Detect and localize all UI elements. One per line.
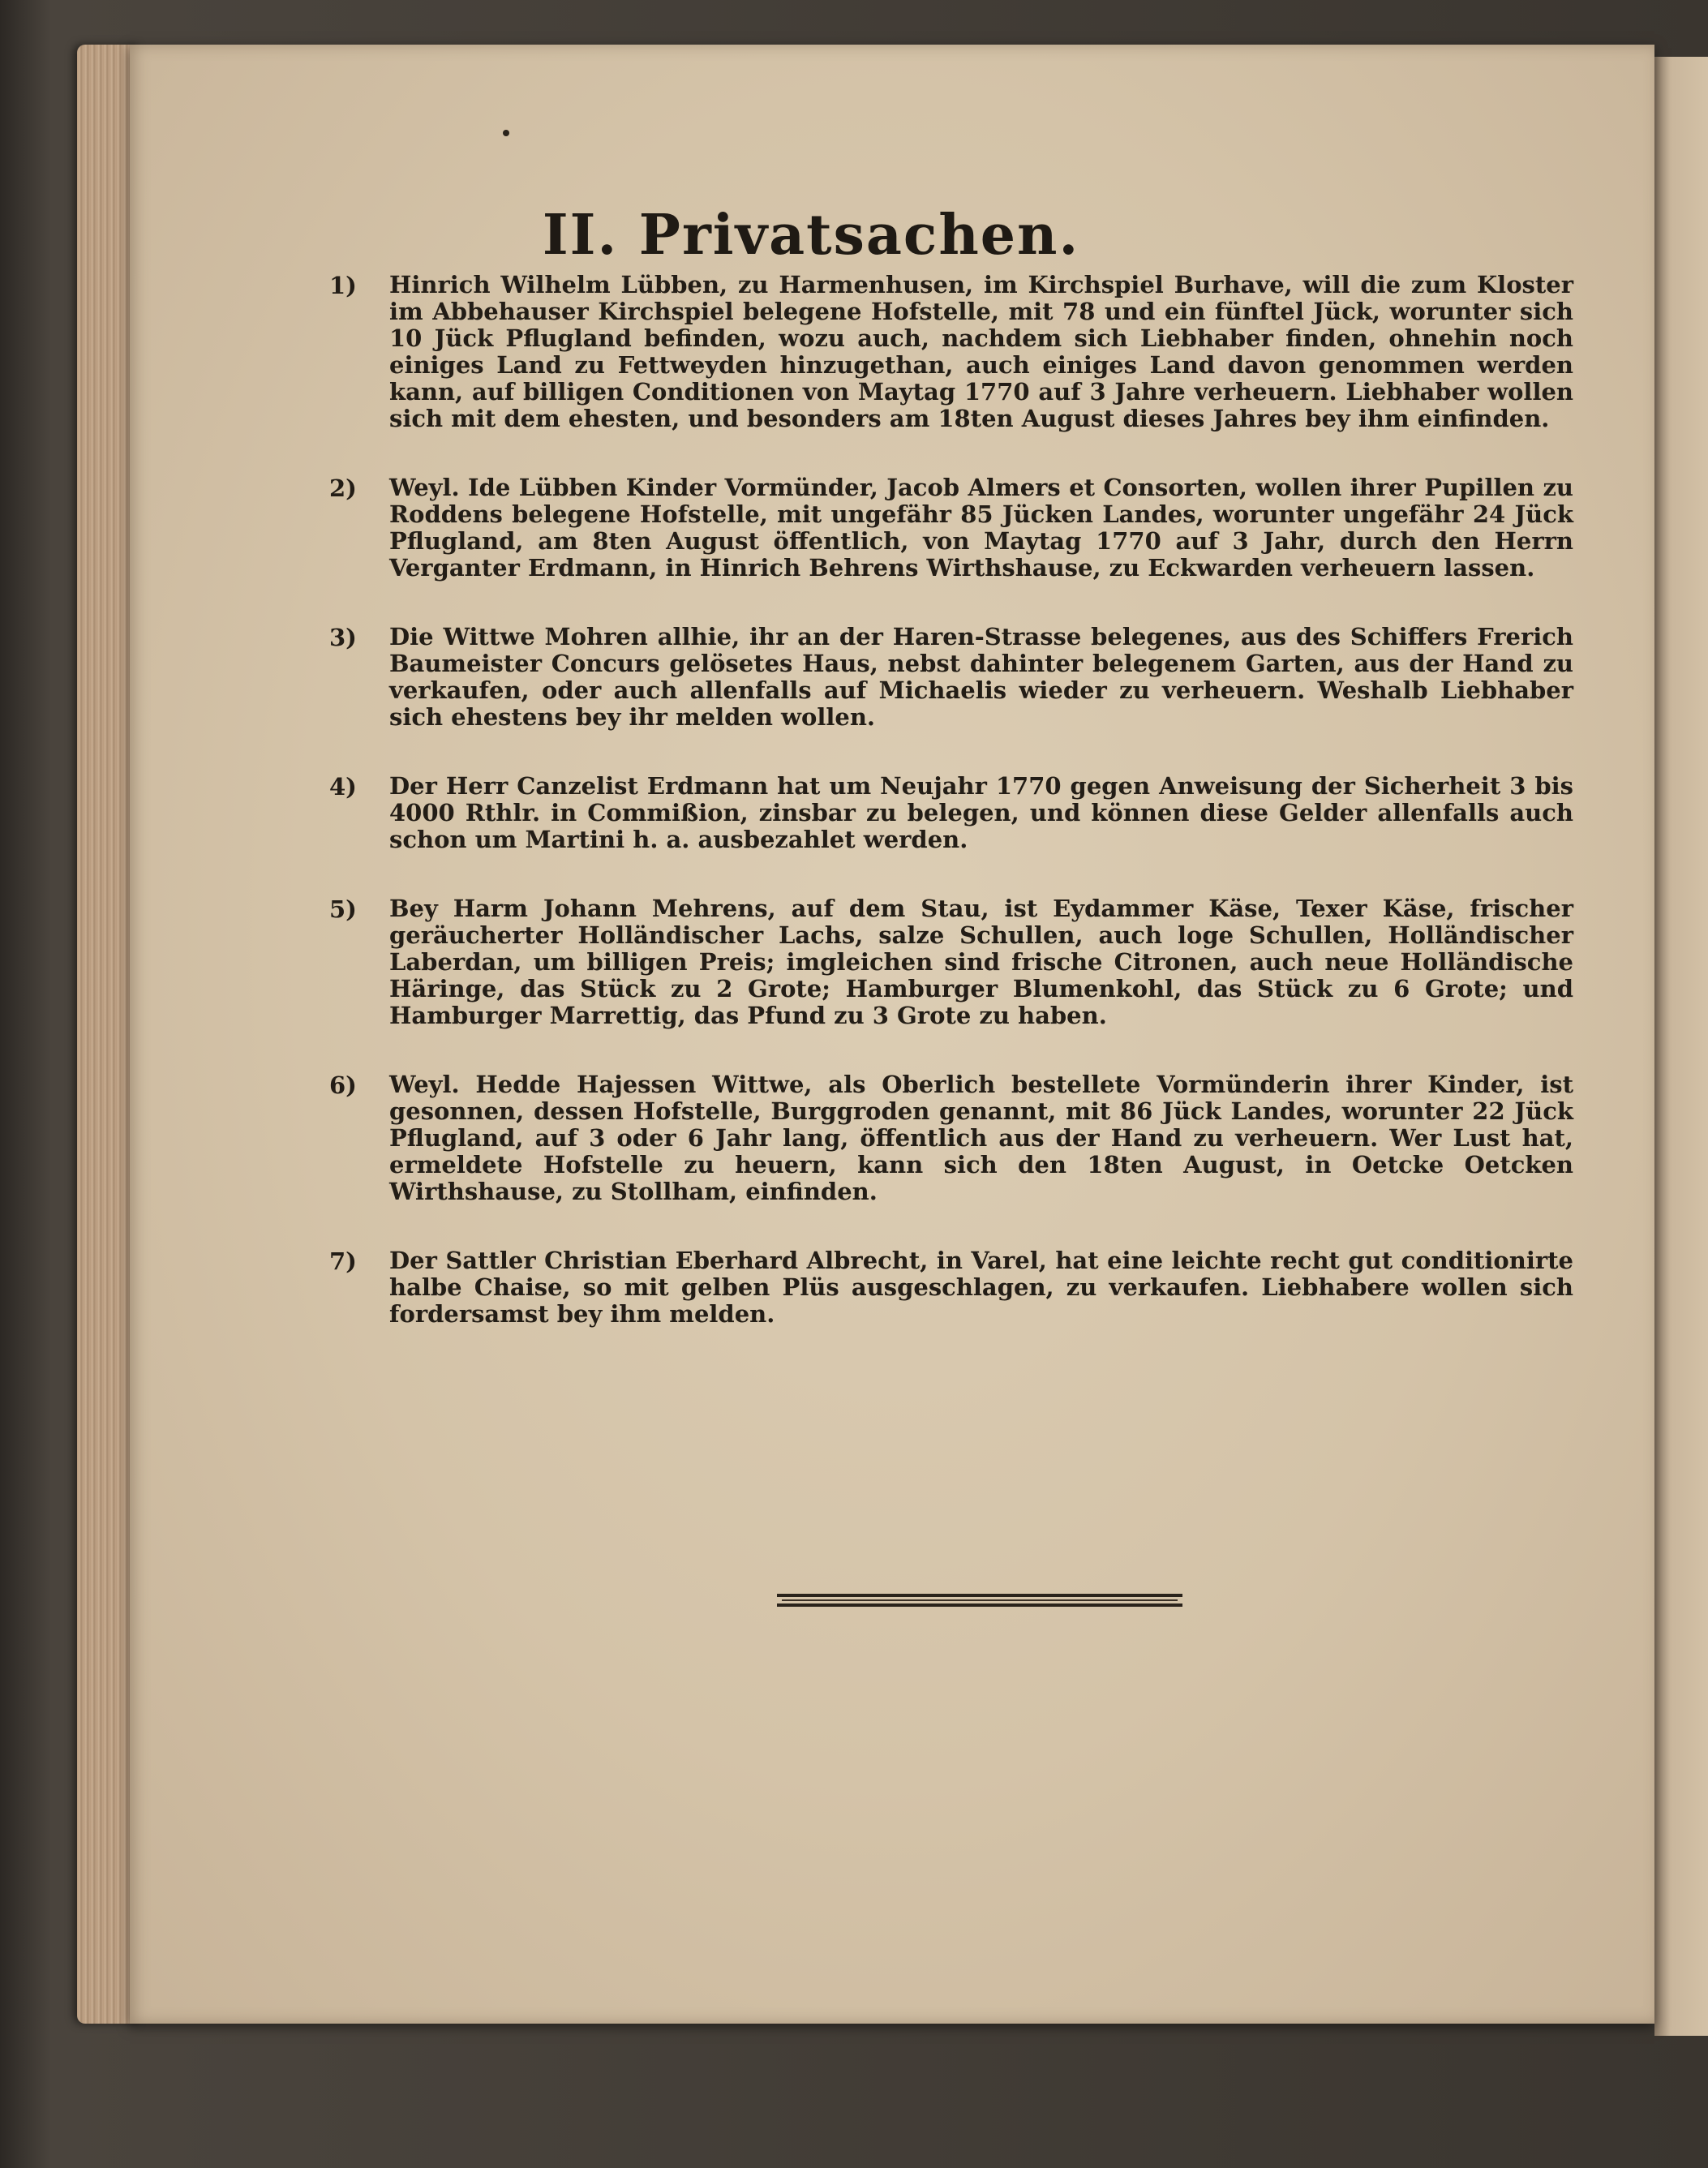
entry-7 <box>329 1247 1573 1328</box>
entry-number: 7) <box>329 1247 357 1275</box>
entry-text: Bey Harm Johann Mehrens, auf dem Stau, ist Eydammer Käse, Texer Käse, frischer geräucherter Holländischer Lachs, salze Schullen, auch loge Schullen, Holländischer Laberdan, um billigen Preis; imgleichen sind frische Citronen, auch neue Holländische Häringe, das Stück zu 2 Grote; Hamburger Blumenkohl, das Stück zu 6 Grote; und Hamburger Marrettig, das Pfund zu 3 Grote zu haben. <box>389 895 1573 1029</box>
entry-4 <box>329 772 1573 853</box>
entry-6 <box>329 1071 1573 1205</box>
section-heading: II. Privatsachen. <box>542 203 1080 268</box>
entry-text: Hinrich Wilhelm Lübben, zu Harmenhusen, im Kirchspiel Burhave, will die zum Kloster im Abbehauser Kirchspiel belegene Hofstelle, mit 78 und ein fünftel Jück, worunter sich 10 Jück Pflugland befinden, wozu auch, nachdem sich Liebhaber finden, ohnehin noch einiges Land zu Fettweyden hinzugethan, auch einiges Land davon genommen werden kann, auf billigen Conditionen von Maytag 1770 auf 3 Jahre verheuern. Liebhaber wollen sich mit dem ehesten, und besonders am 18ten August dieses Jahres bey ihm einfinden. <box>389 271 1573 432</box>
entry-text: Weyl. Hedde Hajessen Wittwe, als Oberlich bestellete Vormünderin ihrer Kinder, ist gesonnen, dessen Hofstelle, Burggroden genannt, mit 86 Jück Landes, worunter 22 Jück Pflugland, auf 3 oder 6 Jahr lang, öffentlich aus der Hand zu verheuern. Wer Lust hat, ermeldete Hofstelle zu heuern, kann sich den 18ten August, in Oetcke Oetcken Wirthshause, zu Stollham, einfinden. <box>389 1071 1573 1205</box>
facing-page-edge <box>1654 57 1708 2036</box>
entry-text: Der Sattler Christian Eberhard Albrecht, in Varel, hat eine leichte recht gut conditionirte halbe Chaise, so mit gelben Plüs ausgeschlagen, zu verkaufen. Liebhabere wollen sich fordersamst bey ihm melden. <box>389 1247 1573 1328</box>
entry-number: 4) <box>329 773 357 801</box>
entry-1 <box>329 271 1573 432</box>
entry-2 <box>329 474 1573 582</box>
entry-text: Der Herr Canzelist Erdmann hat um Neujahr 1770 gegen Anweisung der Sicherheit 3 bis 4000 Rthlr. in Commißion, zinsbar zu belegen, und können diese Gelder allenfalls auch schon um Martini h. a. ausbezahlet werden. <box>389 772 1573 853</box>
entry-number: 3) <box>329 624 357 651</box>
entry-text: Weyl. Ide Lübben Kinder Vormünder, Jacob Almers et Consorten, wollen ihrer Pupillen zu Roddens belegene Hofstelle, mit ungefähr 85 Jücken Landes, worunter ungefähr 24 Jück Pflugland, am 8ten August öffentlich, von Maytag 1770 auf 3 Jahr, durch den Herrn Verganter Erdmann, in Hinrich Behrens Wirthshause, zu Eckwarden verheuern lassen. <box>389 474 1573 582</box>
entry-number: 1) <box>329 272 357 299</box>
entry-text: Die Wittwe Mohren allhie, ihr an der Haren-Strasse belegenes, aus des Schiffers Frerich Baumeister Concurs gelösetes Haus, nebst dahinter belegenem Garten, aus der Hand zu verkaufen, oder auch allenfalls auf Michaelis wieder zu verheuern. Weshalb Liebhaber sich ehestens bey ihr melden wollen. <box>389 623 1573 731</box>
entry-number: 6) <box>329 1071 357 1099</box>
ink-dot <box>503 130 509 136</box>
entry-number: 2) <box>329 474 357 502</box>
entry-number: 5) <box>329 895 357 923</box>
entry-list <box>329 271 1573 1370</box>
entry-3 <box>329 623 1573 731</box>
end-rule-divider <box>777 1594 1182 1607</box>
entry-5 <box>329 895 1573 1029</box>
